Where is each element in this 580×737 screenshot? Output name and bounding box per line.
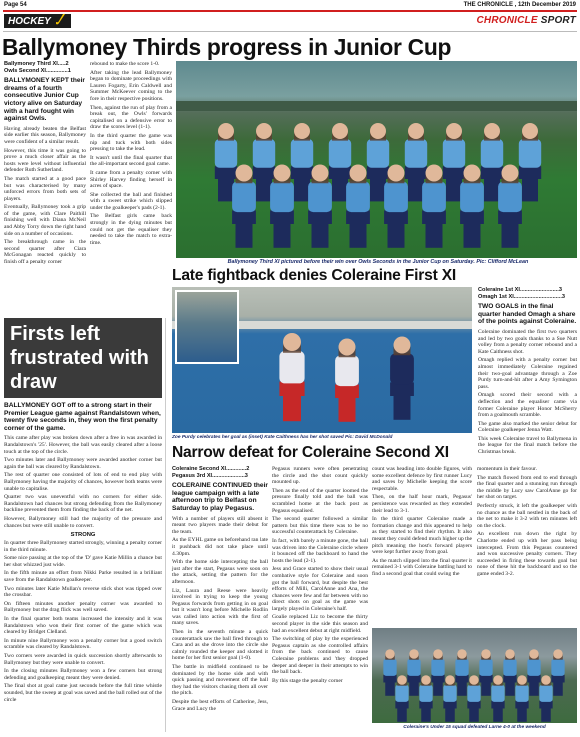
player-figure	[479, 649, 492, 696]
player-figure	[460, 165, 484, 248]
player-figure	[390, 337, 414, 420]
score-coleraine-first: Coleraine 1st XI.........................3	[478, 287, 562, 293]
hockey-stick-icon	[55, 14, 67, 25]
headline-narrow-defeat: Narrow defeat for Coleraine Second XI	[172, 444, 449, 461]
headline-late-fightback: Late fightback denies Coleraine First XI	[172, 267, 457, 284]
player-figure	[279, 333, 304, 421]
photo-caption-match: Zoe Purdy celebrates her goal as (inset) Kate Caithness has her shot saved Pic: David McDonald	[172, 435, 393, 440]
article2-subhead: STRONG	[70, 532, 96, 539]
match-photo-coleraine	[172, 287, 472, 433]
edition-date: THE CHRONICLE , 12th December 2019	[463, 2, 576, 8]
player-figure	[551, 649, 564, 696]
article1-lead: BALLYMONEY KEPT their dreams of a fourth consecutive Junior Cup victory alive on Saturday with a hard fought win against Owls.	[4, 77, 85, 123]
brand-section: SPORT	[540, 15, 576, 26]
player-figure	[519, 123, 541, 201]
player-figure	[491, 675, 504, 722]
masthead-rule	[3, 31, 577, 32]
article4-col2: Pegasus runners were often penetrating the circle and the shot count quickly mounted up. Then as the end of the quarter loomed the pressure finally told and the ball was scrambled home at the back post as Pegasus equalised. The second quarter followed a similar pattern but this time there was to be no successful counterattack by Coleraine. In fact, with barely a minute gone, the ball was driven into the Coleraine circle where it bounced off the backboard to hand the hosts the lead (2-1). Jess and Grace started to show their usual combative style for Coleraine and soon got the ball forward, but despite the best efforts of Milli, CarolAnne and Ana, the chances were few and far between with no direct shots on goal as the game was largely played in Coleraine's half. Goalie replaced Liz to become the thirty second player in the side this season and had an excellent debut at right midfield. The switching of play by the experienced Pegasus captain as she controlled affairs from the back continued to cause Coleraine problems and 'they dropped deeper and deeper in their attempts to win the ball back. By this stage the penalty corner	[272, 466, 368, 684]
brand-name: CHRONICLE	[476, 15, 538, 26]
player-figure	[346, 165, 370, 248]
player-figure	[455, 649, 468, 696]
player-figure	[539, 675, 552, 722]
u15-photo-scene	[372, 628, 577, 723]
player-figure	[515, 675, 528, 722]
player-figure	[395, 675, 408, 722]
article1-body-col2: rebound to make the score 1-0. After taking the lead Ballymoney began to dominate proceedings with Lauren Fogarty, Erin Caldwell and Summer McKeever coming to the fore in their respective positions. Then, against the run of play from a break out, the Owls' forwards capitalised on a defensive error to draw the scores level (1-1). In the third quarter the game was nip and tuck with both sides pressing to take the lead. It wasn't until the final quarter that the all-important second goal came. It came from a penalty corner with Shirley Harvey finding herself in acres of space. She collected the ball and finished with a sweet strike which slipped under the goalkeeper's pads (2-1). The Belfast girls came back strongly in the dying minutes but could not get the equaliser they needed to take the match to extra-time.	[90, 61, 172, 246]
section-tag	[4, 14, 71, 28]
section-label: HOCKEY	[8, 16, 51, 27]
page-number: Page 54	[4, 2, 27, 8]
score-ballymoney-third: Ballymoney Third XI.....2	[4, 61, 69, 67]
photo-caption-team: Ballymoney Third XI pictured before their win over Owls Seconds in the Junior Cup on Saturday. Pic: Clifford McLean	[227, 259, 529, 265]
article1-text-col1	[4, 61, 86, 268]
article4-col1: Coleraine Second XI.............2 Pegasus 3rd XI.....................3 COLERAINE CONTINUED their league campaign with a late afternoon trip to Belfast on Saturday to play Pegasus. With a number of players still absent it meant two players made their debut for the team. As the EYHL game on beforehand ran late it pushback did not take place until 4.30pm. With the home side intercepting the ball just after the start, Pegasus were soon on the attack, setting the pattern for the afternoon. Liz, Laura and Reese were heavily involved in trying to keep the young Pegasus forwards from getting in on goal but it wasn't long before Michelle Rodlin was called into action with the first of many saves. Then in the seventh minute a quick counterattack saw the ball fired through to Cara and as she drove into the circle she calmly rounded the keeper and slotted it home for her first senior goal (1-0). The battle in midfield continued to be dominated by the home side and with quick passing and movement off the ball they had the visitors chasing them all over the pitch. Despite the best efforts of Catherine, Jess, Grace and Lucy the	[172, 466, 268, 712]
article2-body: BALLYMONEY GOT off to a strong start in their Premier League game against Randalstown when, twenty five seconds in, they won the first penalty corner of the game. This came after play was broken down after a free in was awarded in Randalstown's '25'. However, the ball was easily cleared after a loose touch at the top of the circle. Two minutes later and Ballymoney were awarded another corner but again the ball was cleared by Randalstown. The rest of quarter one consisted of lots of end to end play with Ballymoney having the majority of chances, however both teams were unable to capitalise. Quarter two was uneventful with no corners for either side. Randalstown had chances but strong defending from the Ballymoney backline prevented them from finding the back of the net. However, Ballymoney still had the majority of the pressure and chances but were still unable to convert. STRONG In quarter three Ballymoney started strongly, winning a penalty corner in the third minute. Some nice passing at the top of the 'D' gave Katie Millin a chance but her shot whizzed just wide. In the fifth minute an effort from Nikki Parke resulted in a brilliant save from the Randalstown goalkeeper. Two minutes later Katie Mullan's reverse stick shot was tipped over the crossbar. On fifteen minutes another penalty corner was awarded to Ballymoney but the drag flick was well saved. In the final quarter both teams increased the intensity and it was Randalstown who won their first corner of the game which was cleared by Bridget Clelland. In minute nine Ballymoney won a penalty corner but a good switch scramble was cleared by Randalstown. Two corners were awarded in quick succession shortly afterwards to Ballymoney but they were unable to convert. In the closing minutes Ballymoney won a few corners but strong defending and goalkeeping meant they were denied. The final shot at goal came just seconds before the full time whistle sounded, but the sweep at goal was saved and the ball rolled out of the circle	[4, 402, 162, 703]
player-figure	[308, 165, 332, 248]
player-figure	[498, 165, 522, 248]
score-owls-second: Owls Second XI..............1	[4, 67, 71, 74]
article4-col3: count was heading into double figures, with some excellent defence by first runner Lucy and saves by Michelle keeping the score respectable. Then, on the half hour mark, Pegasus' persistence was rewarded as they extended their lead to 3-1. In the third quarter Coleraine made a formation change and this appeared to help as they started to find their rhythm. It also meant they could defend much higher up the pitch meaning the host's forward players were kept further away from goal. As the match slipped into the final quarter it remained 3-1 with Coleraine battling hard to find a second goal that could swing the	[372, 466, 472, 577]
score-coleraine-second: Coleraine Second XI.............2	[172, 466, 250, 472]
player-figure	[383, 649, 396, 696]
player-figure	[503, 649, 516, 696]
player-figure	[443, 675, 456, 722]
player-figure	[527, 649, 540, 696]
player-figure	[384, 165, 408, 248]
article2-lead: BALLYMONEY GOT off to a strong start in their Premier League game against Randalstown when, twenty five seconds in, they won the first penalty corner of the game.	[4, 402, 161, 432]
player-figure	[270, 165, 294, 248]
player-figure	[335, 339, 359, 422]
photo-caption-u15: Coleraine's Under 15 squad defeated Larne 4-0 at the weekend	[403, 725, 546, 730]
brand-logo	[476, 15, 576, 26]
header-rule	[3, 10, 577, 12]
article4-col4: momentum in their favour. The match flowed from end to end through the final quarter and a stunning run through the middle by Lucy saw CarolAnne go for her shot on target. Perfectly struck, it left the goalkeeper with no chance as the ball nestled in the back of the net to make it 3-2 with ten minutes left on the clock. An excellent run down the right by Charlotte ended up with her pass being intercepted. From this Pegasus countered and won successive penalty corners. They succeeded in firing these towards goal but none of these hit the backboard and so the game ended 3-2.	[477, 466, 577, 577]
article1-body-col1: Having already beaten the Belfast side earlier this season, Ballymoney were confident of a similar result. However, this time it was going to prove a much closer affair as the hosts were level without influential defender Ruth Sutherland. The match started at a good pace but was characterised by many unforced errors from both sets of players. Eventually, Ballymoney took a grip of the game, with Clare Paithill finishing well with Diana McNeil and Abby Torry down the right hand side on a number of occasions. The breakthrough came in the second quarter after Ciara McGonagan reacted quickly to finish off a penalty corner	[4, 125, 86, 266]
article3-body: Coleraine 1st XI.........................3 Omagh 1st XI...............................3 TWO GOALS in the final quarter handed Omagh a share of the points against Coleraine. Coleraine dominated the first two quarters and led by two goals thanks to a Sue Nutt volley from a penalty corner rebound and a Kate Caithness shot. Omagh replied with a penalty corner but almost immediately Coleraine regained their two-goal advantage through a Zoe Purdy turn-and-hit after a Amy Symington pass. Omagh scored their second with a deflection and the equaliser came via former Coleraine player Honor McSherry from a goalmouth scramble. The game also marked the senior debut for Coleraine goalkeeper Jenna Watt. This week Coleraine travel to Ballymena in the league for the final match before the Christmas break.	[478, 287, 577, 456]
player-figure	[419, 675, 432, 722]
article4-lead: COLERAINE CONTINUED their league campaign with a late afternoon trip to Belfast on Saturday to play Pegasus.	[172, 482, 268, 512]
u15-squad-photo	[372, 628, 577, 723]
score-omagh-first: Omagh 1st XI...............................3	[478, 293, 566, 300]
headline-ballymoney-thirds: Ballymoney Thirds progress in Junior Cup	[2, 34, 452, 60]
player-figure	[431, 649, 444, 696]
player-figure	[467, 675, 480, 722]
column-divider	[165, 318, 166, 732]
team-photo-scene	[176, 61, 577, 258]
inset-photo	[175, 290, 239, 364]
article3-lead: TWO GOALS in the final quarter handed Omagh a share of the points against Coleraine.	[478, 303, 577, 326]
headline-firsts-frustrated: Firsts left frustrated with draw	[4, 318, 162, 398]
player-figure	[407, 649, 420, 696]
player-figure	[422, 165, 446, 248]
team-photo-ballymoney-thirds	[176, 61, 577, 258]
score-pegasus-third: Pegasus 3rd XI.....................3	[172, 472, 248, 479]
player-figure	[232, 165, 256, 248]
